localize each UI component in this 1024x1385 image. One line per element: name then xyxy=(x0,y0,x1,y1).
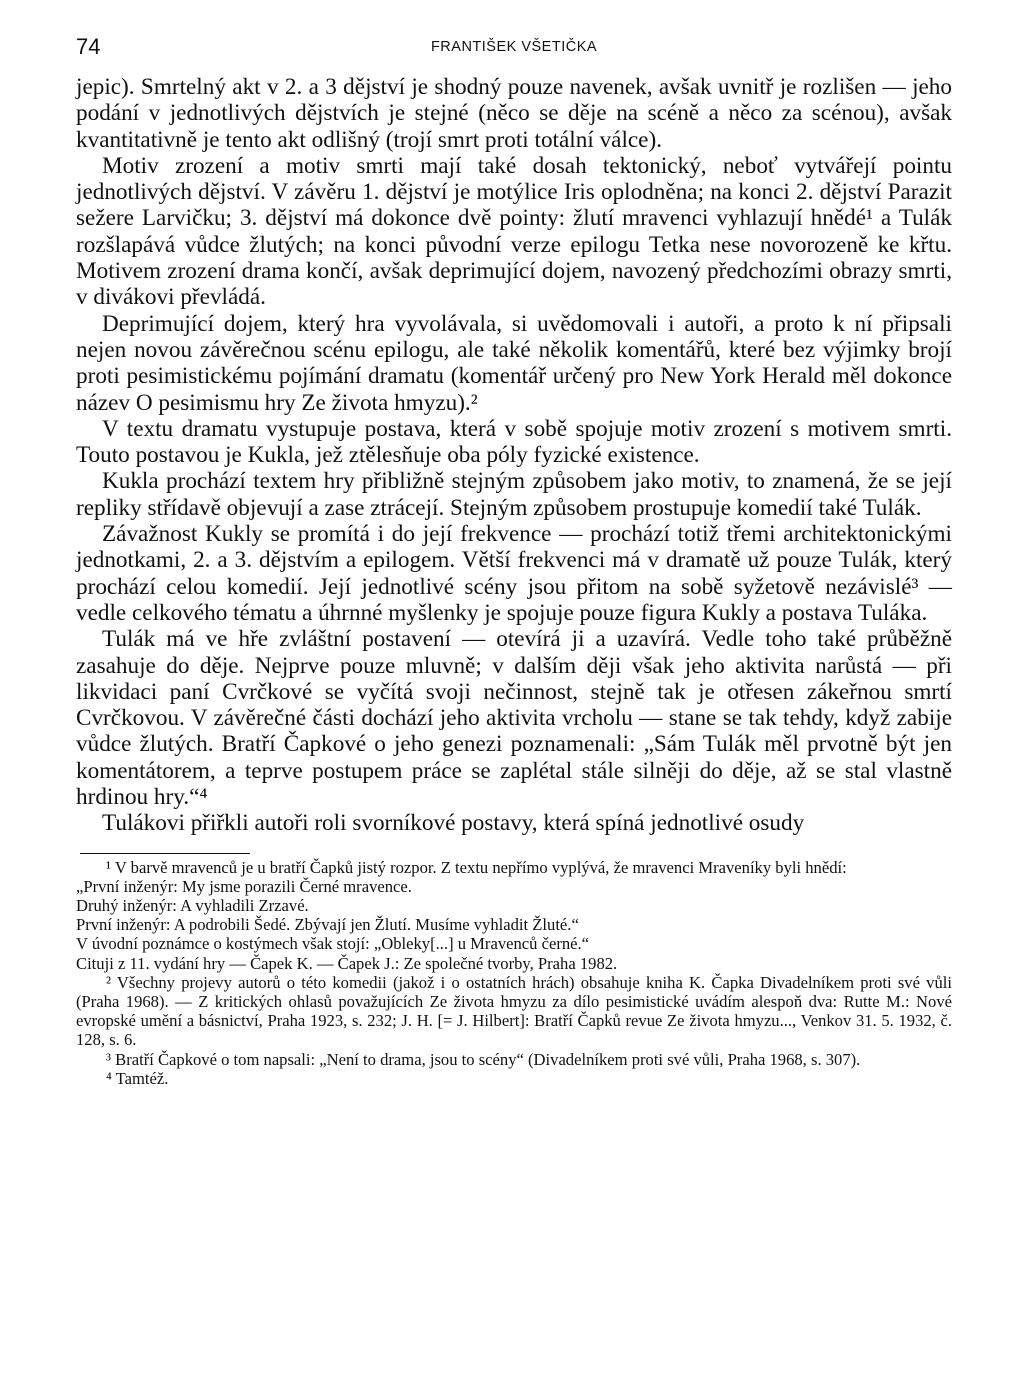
footnote-rule xyxy=(80,853,250,854)
footnote-line: ³ Bratří Čapkové o tom napsali: „Není to drama, jsou to scény“ (Divadelníkem proti své vůli, Praha 1968, s. 307). xyxy=(106,1049,861,1069)
body-text xyxy=(76,74,952,837)
paragraph: Tulák má ve hře zvláštní postavení — otevírá ji a uzavírá. Vedle toho také průběžně zasahuje do děje. Nejprve pouze mluvně; v dalším ději však jeho aktivita narůstá — při likvidaci paní Cvrčkové se vyčítá svoji nečinnost, stejně tak je otřesen zákeřnou smrtí Cvrčkovou. V závěrečné části dochází jeho aktivita vrcholu — stane se tak tehdy, když zabije vůdce žlutých. Bratří Čapkové o jeho genezi poznamenali: „Sám Tulák měl prvotně být jen komentátorem, a teprve postupem práce se zaplétal stále silněji do děje, až se stal vlastně hrdinou hry.“⁴ xyxy=(76,626,952,811)
paragraph: Deprimující dojem, který hra vyvolávala, si uvědomovali i autoři, a proto k ní připsali nejen novou závěrečnou scénu epilogu, ale také několik komentářů, které bez výjimky brojí proti pesimistickému pojímání dramatu (komentář určený pro New York Herald měl dokonce název O pesimismu hry Ze života hmyzu).² xyxy=(76,310,952,416)
footnote-line: ¹ V barvě mravenců je u bratří Čapků jistý rozpor. Z textu nepřímo vyplývá, že mravenci Mraveníky byli hnědí: xyxy=(106,857,847,877)
paragraph: V textu dramatu vystupuje postava, která v sobě spojuje motiv zrození s motivem smrti. Touto postavou je Kukla, jež ztělesňuje oba póly fyzické existence. xyxy=(76,415,952,469)
paragraph: jepic). Smrtelný akt v 2. a 3 dějství je shodný pouze navenek, avšak uvnitř je rozlišen — jeho podání v jednotlivých dějstvích je stejné (něco se děje na scéně a něco za scénou), avšak kvantitativně je tento akt odlišný (trojí smrt proti totální válce). xyxy=(76,74,952,153)
paragraph: Motiv zrození a motiv smrti mají také dosah tektonický, neboť vytvářejí pointu jednotlivých dějství. V závěru 1. dějství je motýlice Iris oplodněna; na konci 2. dějství Parazit sežere Larvičku; 3. dějství má dokonce dvě pointy: žlutí mravenci vyhlazují hnědé¹ a Tulák rozšlapává vůdce žlutých; na konci původní verze epilogu Tetka nese novorozeně ke křtu. Motivem zrození drama končí, avšak deprimující dojem, navozený předchozími obrazy smrti, v divákovi převládá. xyxy=(76,152,952,311)
paragraph: Závažnost Kukly se promítá i do její frekvence — prochází totiž třemi architektonickými jednotkami, 2. a 3. dějstvím a epilogem. Větší frekvenci má v dramatě už pouze Tulák, který prochází celou komedií. Její jednotlivé scény jsou přitom na sobě syžetově nezávislé³ — vedle celkového tématu a úhrnné myšlenky je spojuje pouze figura Kukly a postava Tuláka. xyxy=(76,521,952,626)
footnote-line: ⁴ Tamtéž. xyxy=(106,1068,169,1088)
footnote-line: První inženýr: A podrobili Šedé. Zbývají jen Žlutí. Musíme vyhladit Žluté.“ xyxy=(76,915,579,935)
running-head: FRANTIŠEK VŠETIČKA xyxy=(430,39,598,55)
footnote-line: Cituji z 11. vydání hry — Čapek K. — Čapek J.: Ze společné tvorby, Praha 1982. xyxy=(76,953,618,973)
page-number: 74 xyxy=(76,34,101,59)
footnote-line: Druhý inženýr: A vyhladili Zrzavé. xyxy=(76,896,309,916)
footnote-line: „První inženýr: My jsme porazili Černé mravence. xyxy=(76,876,412,896)
footnotes xyxy=(76,858,952,1088)
footnote-line: V úvodní poznámce o kostýmech však stojí: „Obleky[...] u Mravenců černé.“ xyxy=(76,934,590,954)
book-page xyxy=(76,34,952,1088)
footnote-line: ² Všechny projevy autorů o této komedii (jakož i o ostatních hrách) obsahuje kniha K. Čapka Divadelníkem proti své vůli (Praha 1968). — Z kritických ohlasů považujících Ze života hmyzu za dílo pesimistické uvádím alespoň dva: Rutte M.: Nové evropské umění a básnictví, Praha 1923, s. 232; J. H. [= J. Hilbert]: Bratří Čapků revue Ze života hmyzu..., Venkov 31. 5. 1932, č. 128, s. 6. xyxy=(76,972,952,1050)
paragraph: Kukla prochází textem hry přibližně stejným způsobem jako motiv, to znamená, že se její repliky střídavě objevují a zase ztrácejí. Stejným způsobem prostupuje komedií také Tulák. xyxy=(76,468,952,521)
paragraph: Tulákovi přiřkli autoři roli svorníkové postavy, která spíná jednotlivé osudy xyxy=(102,810,805,837)
page-header xyxy=(76,34,952,64)
